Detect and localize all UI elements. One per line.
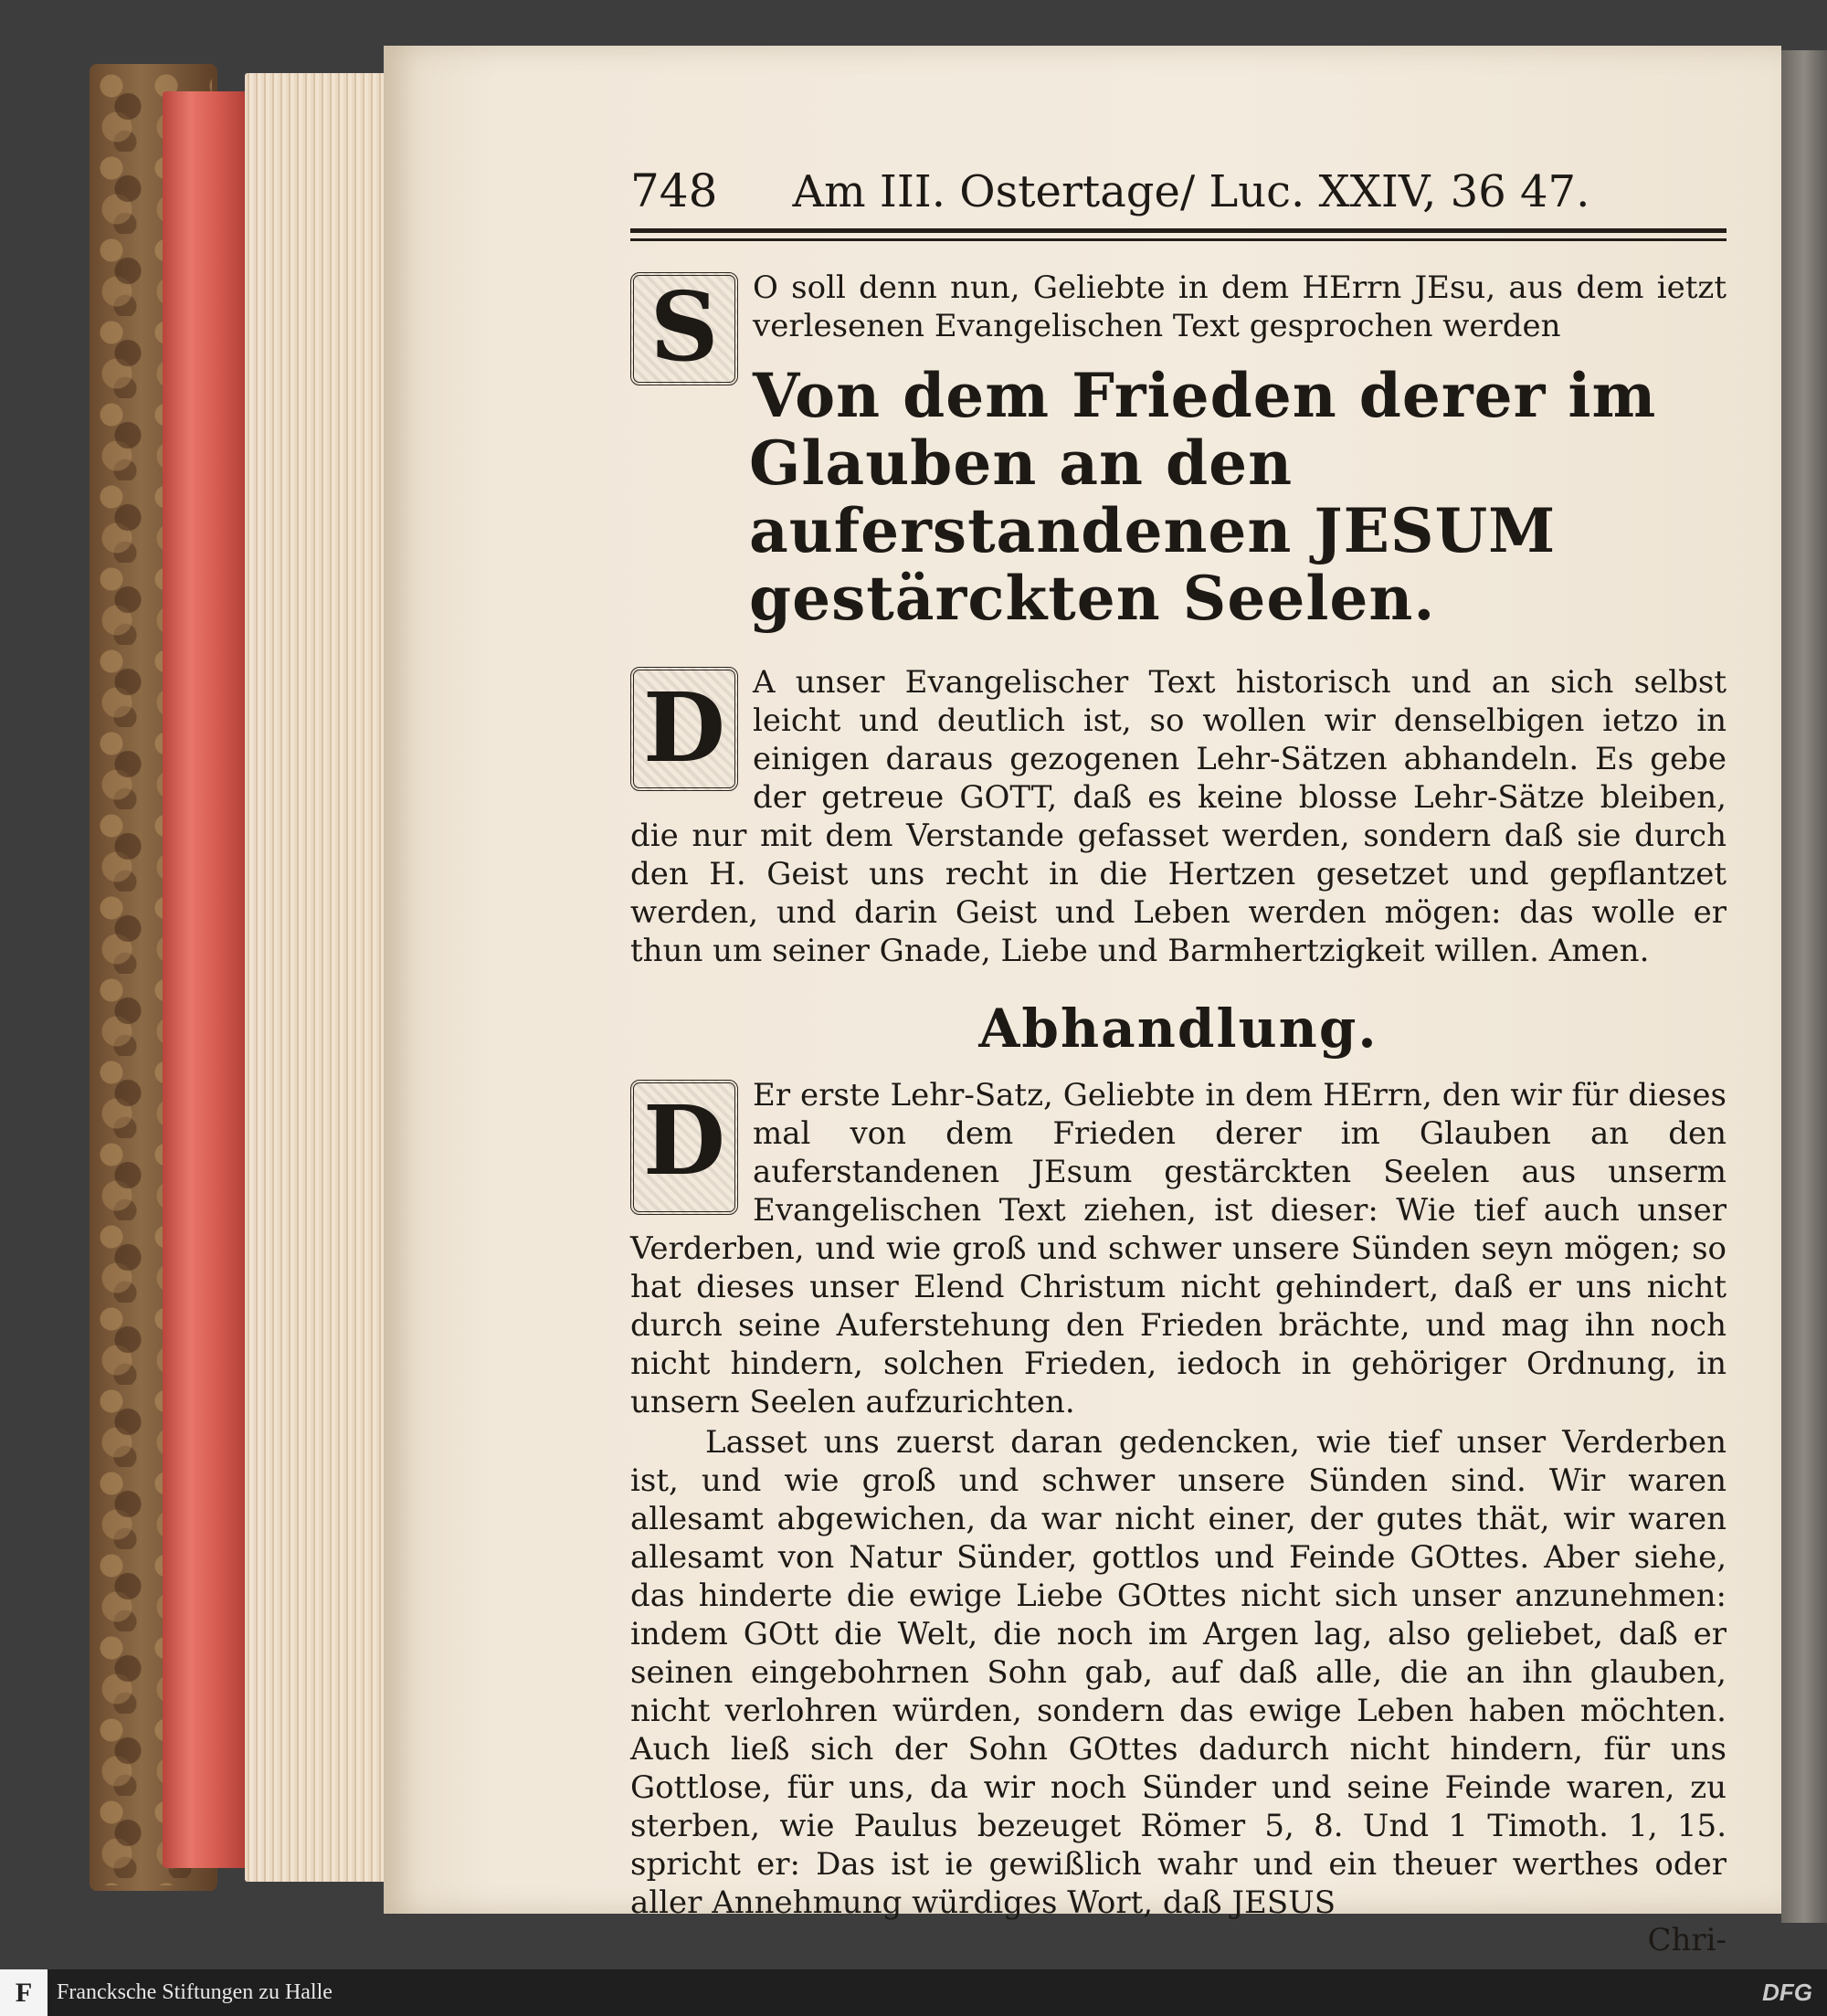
preface-paragraph xyxy=(630,663,1727,970)
page-header xyxy=(630,164,1727,233)
page-number: 748 xyxy=(630,164,718,217)
header-rule xyxy=(630,238,1727,241)
intro-text: O soll denn nun, Geliebte in dem HErrn JEsu, aus dem ietzt verlesenen Evangelischen Text gesprochen werden xyxy=(753,269,1727,344)
intro-paragraph xyxy=(630,269,1727,383)
first-point-paragraph xyxy=(630,1076,1727,1421)
page-text-block xyxy=(630,164,1727,1958)
body-paragraph: Lasset uns zuerst daran gedencken, wie tief unser Verderben ist, und wie groß und schwer unsere Sünden sind. Wir waren allesamt abgewichen, da war nicht einer, der gutes thät, wir waren allesamt von Natur Sünder, gottlos und Feinde GOttes. Aber siehe, das hinderte die ewige Liebe GOttes nicht sich unser anzunehmen: indem GOtt die Welt, die noch im Argen lag, also geliebet, daß er seinen eingebohrnen Sohn gab, auf daß alle, die an ihn glauben, nicht verlohren würden, sondern das ewige Leben haben möchten. Auch ließ sich der Sohn GOttes dadurch nicht hindern, für uns Gottlose, für uns, da wir noch Sünder und seine Feinde waren, zu sterben, wie Paulus bezeuget Römer 5, 8. Und 1 Timoth. 1, 15. spricht er: Das ist ie gewißlich wahr und ein theuer werthes oder aller Annehmung würdiges Wort, daß JESUS xyxy=(630,1424,1727,1921)
drop-cap-initial: S xyxy=(630,272,738,385)
red-page-edge xyxy=(163,91,254,1868)
dfg-logo[interactable]: DFG xyxy=(1762,1979,1812,2006)
section-heading: Abhandlung. xyxy=(978,997,1378,1060)
catchword: Chri- xyxy=(1647,1922,1727,1958)
first-point-text: Er erste Lehr-Satz, Geliebte in dem HErrn, den wir für dieses mal von dem Frieden derer im Glauben an den auferstandenen JEsum gestärckten Seelen aus unserm Evangelischen Text ziehen, ist dieser: Wie tief auch unser Verderben, und wie groß und schwer unsere Sünden seyn mögen; so hat dieses unser Elend Christum nicht gehindert, daß er uns nicht durch seine Auferstehung den Frieden brächte, und mag ihn noch nicht hindern, solchen Frieden, iedoch in gehöriger Ordnung, in unsern Seelen aufzurichten. xyxy=(630,1077,1727,1420)
preface-text: A unser Evangelischer Text historisch und an sich selbst leicht und deutlich ist, so wollen wir denselbigen ietzo in einigen daraus gezogenen Lehr-Sätzen abhandeln. Es gebe der getreue GOTT, daß es keine blosse Lehr-Sätze bleiben, die nur mit dem Verstande gefasset werden, sondern daß sie durch den H. Geist uns recht in die Hertzen gesetzet und gepflantzet werden, und darin Geist und Leben werden mögen: das wolle er thun um seiner Gnade, Liebe und Barmhertzigkeit willen. Amen. xyxy=(630,664,1727,969)
institution-name[interactable]: Francksche Stiftungen zu Halle xyxy=(57,1980,333,2004)
sermon-title: Von dem Frieden derer im Glauben an den auferstandenen JESUM gestärckten Seelen. xyxy=(749,360,1657,634)
running-title: Am III. Ostertage/ Luc. XXIV, 36 47. xyxy=(792,166,1590,217)
facing-page-edge xyxy=(1781,50,1827,1923)
drop-cap-initial: D xyxy=(630,667,738,791)
drop-cap-initial: D xyxy=(630,1080,738,1215)
page-stack xyxy=(245,73,391,1882)
institution-logo[interactable]: F xyxy=(0,1969,48,2016)
viewer-footer-bar xyxy=(0,1969,1827,2016)
